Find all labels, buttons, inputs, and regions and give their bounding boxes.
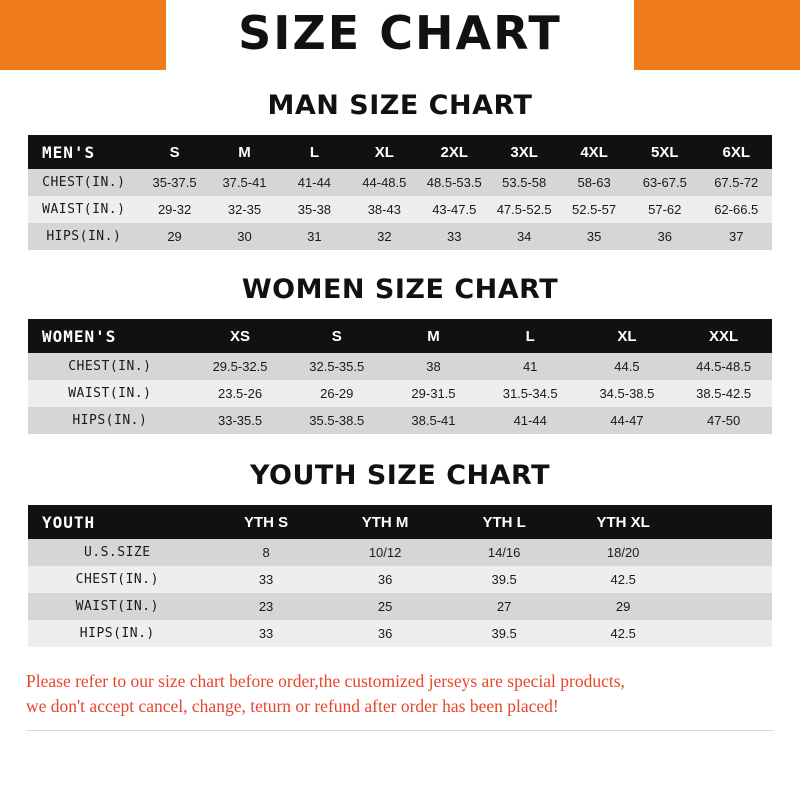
footer-line-2: we don't accept cancel, change, teturn or refund after order has been placed! bbox=[26, 696, 559, 717]
cell: 31 bbox=[279, 223, 349, 250]
cell: 44-48.5 bbox=[349, 169, 419, 196]
col-header-l: L bbox=[482, 319, 579, 353]
women-chart-wrapper bbox=[0, 319, 800, 434]
cell: 36 bbox=[326, 620, 445, 647]
cell: 41-44 bbox=[482, 407, 579, 434]
cell: 67.5-72 bbox=[700, 169, 772, 196]
table-row bbox=[28, 407, 772, 434]
cell: 38-43 bbox=[349, 196, 419, 223]
cell: 43-47.5 bbox=[419, 196, 489, 223]
cell: 35.5-38.5 bbox=[288, 407, 385, 434]
col-header-2xl: 2XL bbox=[419, 135, 489, 169]
cell: 37 bbox=[700, 223, 772, 250]
youth-chart-wrapper bbox=[0, 505, 800, 647]
col-header-s: S bbox=[140, 135, 210, 169]
cell: 32-35 bbox=[210, 196, 280, 223]
cell: 39.5 bbox=[445, 620, 564, 647]
col-header-mens: MEN'S bbox=[28, 135, 140, 169]
man-section-title: MAN SIZE CHART bbox=[267, 90, 533, 121]
cell: 38 bbox=[385, 353, 482, 380]
cell: 35 bbox=[559, 223, 629, 250]
cell: 39.5 bbox=[445, 566, 564, 593]
table-row bbox=[28, 353, 772, 380]
cell: 25 bbox=[326, 593, 445, 620]
cell: 31.5-34.5 bbox=[482, 380, 579, 407]
cell: 44.5-48.5 bbox=[675, 353, 772, 380]
cell: 42.5 bbox=[564, 620, 683, 647]
cell: 10/12 bbox=[326, 539, 445, 566]
cell-spacer bbox=[683, 566, 772, 593]
cell: 41-44 bbox=[279, 169, 349, 196]
cell: 44-47 bbox=[579, 407, 676, 434]
cell: 47-50 bbox=[675, 407, 772, 434]
col-header-womens: WOMEN'S bbox=[28, 319, 192, 353]
row-label-waist: WAIST(IN.) bbox=[28, 380, 192, 407]
cell: 35-37.5 bbox=[140, 169, 210, 196]
cell: 29 bbox=[564, 593, 683, 620]
cell: 26-29 bbox=[288, 380, 385, 407]
col-header-yth-s: YTH S bbox=[207, 505, 326, 539]
cell: 35-38 bbox=[279, 196, 349, 223]
cell: 41 bbox=[482, 353, 579, 380]
table-row bbox=[28, 539, 772, 566]
cell: 29-31.5 bbox=[385, 380, 482, 407]
col-header-l: L bbox=[279, 135, 349, 169]
cell: 48.5-53.5 bbox=[419, 169, 489, 196]
header-banner bbox=[0, 0, 800, 70]
col-header-m: M bbox=[210, 135, 280, 169]
cell: 32.5-35.5 bbox=[288, 353, 385, 380]
cell: 36 bbox=[326, 566, 445, 593]
cell: 63-67.5 bbox=[629, 169, 700, 196]
col-header-m: M bbox=[385, 319, 482, 353]
row-label-waist: WAIST(IN.) bbox=[28, 196, 140, 223]
cell: 27 bbox=[445, 593, 564, 620]
man-chart-wrapper bbox=[0, 135, 800, 250]
row-label-hips: HIPS(IN.) bbox=[28, 223, 140, 250]
footer-divider bbox=[26, 730, 774, 731]
cell: 33 bbox=[207, 566, 326, 593]
man-size-table bbox=[28, 135, 772, 250]
cell: 32 bbox=[349, 223, 419, 250]
col-header-5xl: 5XL bbox=[629, 135, 700, 169]
footer-line-1: Please refer to our size chart before order,the customized jerseys are special products, bbox=[26, 671, 625, 691]
cell: 52.5-57 bbox=[559, 196, 629, 223]
table-row bbox=[28, 620, 772, 647]
table-row bbox=[28, 196, 772, 223]
cell: 36 bbox=[629, 223, 700, 250]
col-header-s: S bbox=[288, 319, 385, 353]
youth-section-title: YOUTH SIZE CHART bbox=[249, 460, 551, 491]
cell: 38.5-42.5 bbox=[675, 380, 772, 407]
cell: 18/20 bbox=[564, 539, 683, 566]
cell-spacer bbox=[683, 539, 772, 566]
cell: 57-62 bbox=[629, 196, 700, 223]
cell-spacer bbox=[683, 620, 772, 647]
cell: 23.5-26 bbox=[192, 380, 289, 407]
table-row bbox=[28, 223, 772, 250]
women-size-table bbox=[28, 319, 772, 434]
table-header-row bbox=[28, 505, 772, 539]
cell: 33-35.5 bbox=[192, 407, 289, 434]
cell: 47.5-52.5 bbox=[489, 196, 559, 223]
cell: 37.5-41 bbox=[210, 169, 280, 196]
cell: 53.5-58 bbox=[489, 169, 559, 196]
col-header-xl: XL bbox=[579, 319, 676, 353]
cell: 44.5 bbox=[579, 353, 676, 380]
cell: 58-63 bbox=[559, 169, 629, 196]
cell: 23 bbox=[207, 593, 326, 620]
table-row bbox=[28, 380, 772, 407]
cell: 34.5-38.5 bbox=[579, 380, 676, 407]
col-header-yth-xl: YTH XL bbox=[564, 505, 683, 539]
cell: 34 bbox=[489, 223, 559, 250]
col-header-6xl: 6XL bbox=[700, 135, 772, 169]
cell: 14/16 bbox=[445, 539, 564, 566]
youth-size-table bbox=[28, 505, 772, 647]
cell: 29.5-32.5 bbox=[192, 353, 289, 380]
page-title: SIZE CHART bbox=[238, 6, 562, 60]
col-header-xxl: XXL bbox=[675, 319, 772, 353]
cell-spacer bbox=[683, 593, 772, 620]
cell: 42.5 bbox=[564, 566, 683, 593]
cell: 62-66.5 bbox=[700, 196, 772, 223]
col-header-xl: XL bbox=[349, 135, 419, 169]
col-header-4xl: 4XL bbox=[559, 135, 629, 169]
col-header-xs: XS bbox=[192, 319, 289, 353]
table-row bbox=[28, 169, 772, 196]
row-label-chest: CHEST(IN.) bbox=[28, 169, 140, 196]
table-row bbox=[28, 593, 772, 620]
col-header-3xl: 3XL bbox=[489, 135, 559, 169]
cell: 33 bbox=[419, 223, 489, 250]
row-label-waist: WAIST(IN.) bbox=[28, 593, 207, 620]
col-header-youth: YOUTH bbox=[28, 505, 207, 539]
cell: 38.5-41 bbox=[385, 407, 482, 434]
cell: 33 bbox=[207, 620, 326, 647]
footer-disclaimer bbox=[0, 669, 800, 720]
cell: 30 bbox=[210, 223, 280, 250]
table-header-row bbox=[28, 135, 772, 169]
row-label-chest: CHEST(IN.) bbox=[28, 566, 207, 593]
row-label-hips: HIPS(IN.) bbox=[28, 407, 192, 434]
col-header-yth-l: YTH L bbox=[445, 505, 564, 539]
row-label-hips: HIPS(IN.) bbox=[28, 620, 207, 647]
cell: 29-32 bbox=[140, 196, 210, 223]
women-section-title: WOMEN SIZE CHART bbox=[241, 274, 559, 305]
table-header-row bbox=[28, 319, 772, 353]
col-header-yth-m: YTH M bbox=[326, 505, 445, 539]
row-label-chest: CHEST(IN.) bbox=[28, 353, 192, 380]
cell: 8 bbox=[207, 539, 326, 566]
cell: 29 bbox=[140, 223, 210, 250]
col-header-spacer bbox=[683, 505, 772, 539]
row-label-us-size: U.S.SIZE bbox=[28, 539, 207, 566]
table-row bbox=[28, 566, 772, 593]
